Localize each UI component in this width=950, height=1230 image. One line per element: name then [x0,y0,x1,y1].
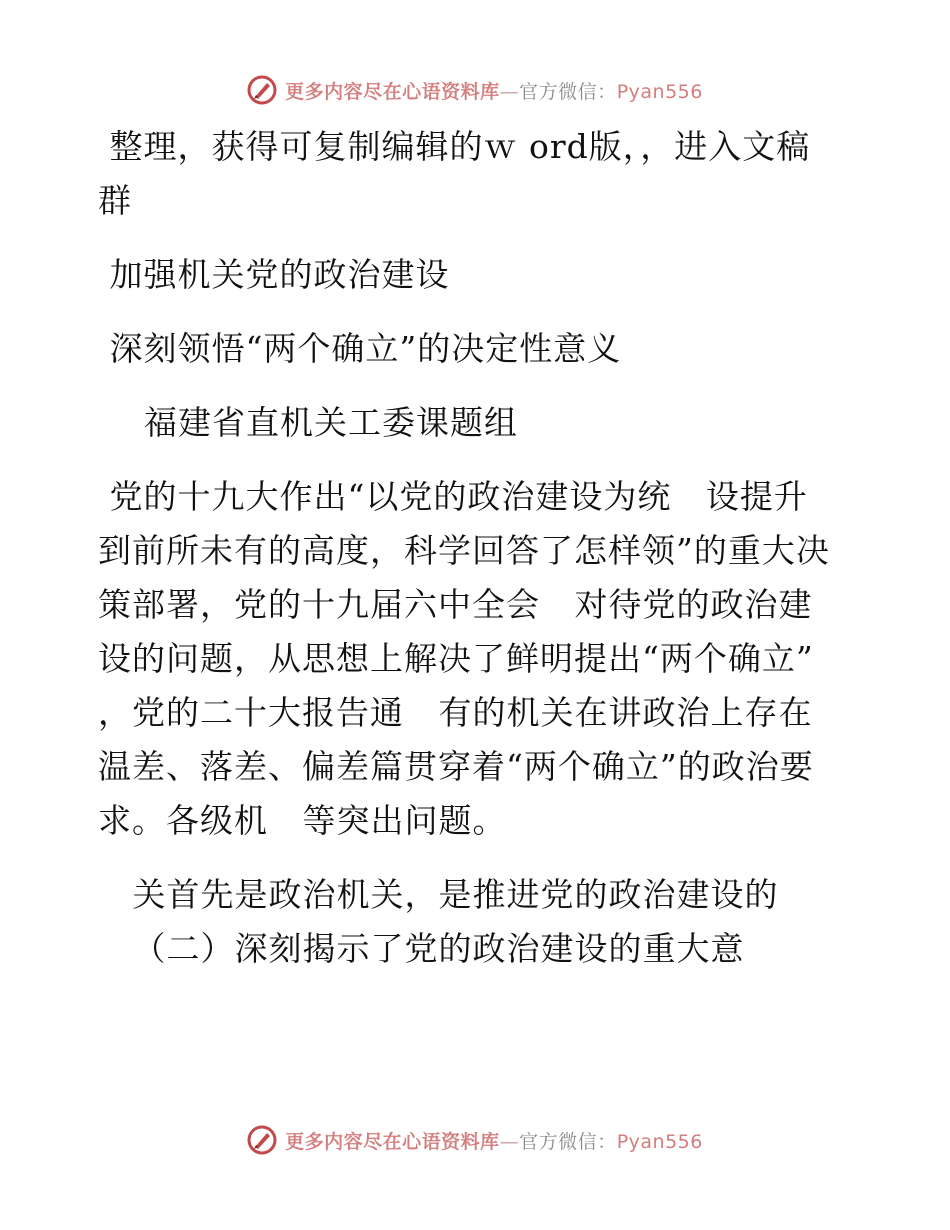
pen-logo-icon [247,75,277,105]
text-line: 群 [98,181,132,220]
text-line: 党的十九大作出“以党的政治建设为统 设提升 [98,477,808,516]
footer-watermark [0,1122,950,1158]
text-line: （二）深刻揭示了党的政治建设的重大意 [98,929,745,968]
text-line: 设的问题，从思想上解决了鲜明提出“两个确立” [98,639,814,678]
watermark-text: 更多内容尽在心语资料库—官方微信：Pyan556 [285,80,703,103]
text-line: 求。各级机 等突出问题。 [98,801,507,840]
document-body [98,120,858,976]
section-heading: 加强机关党的政治建设 [98,255,450,294]
article-author: 福建省直机关工委课题组 [98,403,518,442]
text-line: ，党的二十大报告通 有的机关在讲政治上存在 [98,693,813,732]
text-line: 策部署，党的十九届六中全会 对待党的政治建 [98,585,813,624]
text-line: 温差、落差、偏差篇贯穿着“两个确立”的政治要 [98,747,814,786]
text-line: 关首先是政治机关，是推进党的政治建设的 [98,875,779,914]
text-line: 到前所未有的高度，科学回答了怎样领”的重大决 [98,531,830,570]
text-line: 整理，获得可复制编辑的ｗ ord版，，进入文稿 [98,127,811,166]
header-watermark [0,72,950,108]
watermark-text: 更多内容尽在心语资料库—官方微信：Pyan556 [285,1130,703,1153]
article-title: 深刻领悟“两个确立”的决定性意义 [98,329,622,368]
pen-logo-icon [247,1125,277,1155]
